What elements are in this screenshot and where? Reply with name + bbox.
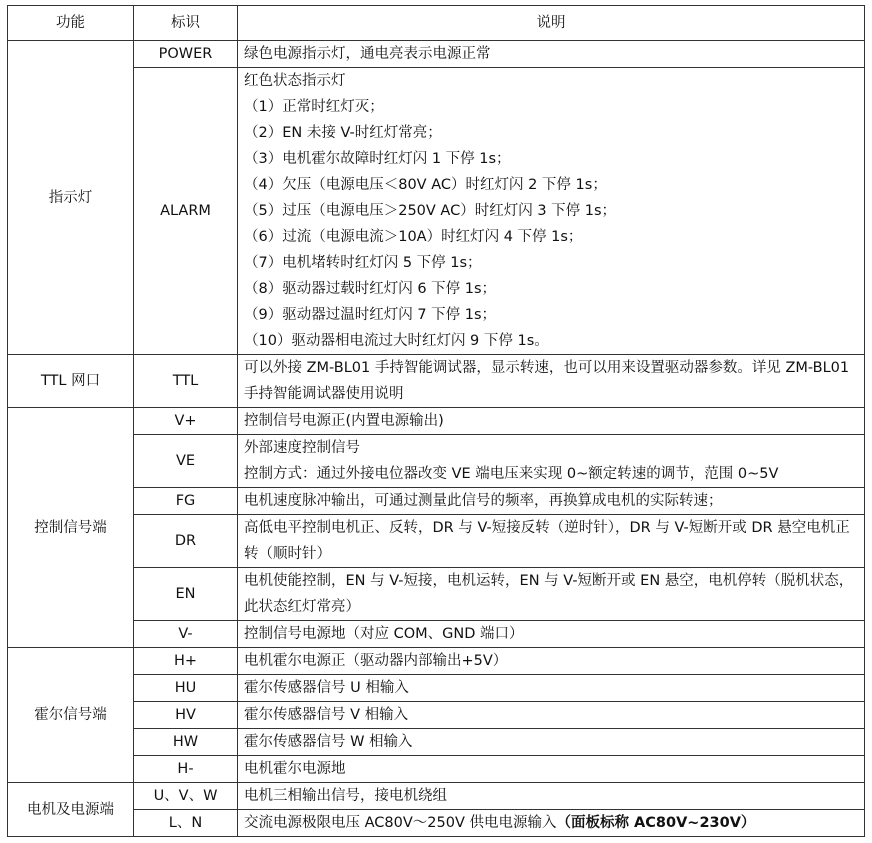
desc-vminus: 控制信号电源地（对应 COM、GND 端口） [238, 621, 865, 648]
table-row [8, 68, 865, 355]
id-hminus: H- [134, 756, 238, 783]
id-alarm: ALARM [134, 68, 238, 355]
id-ve: VE [134, 435, 238, 488]
alarm-line: （9）驱动器过温时红灯闪 7 下停 1s； [244, 307, 497, 323]
table-row [8, 675, 865, 702]
group-indicator: 指示灯 [8, 41, 134, 355]
desc-hplus: 电机霍尔电源正（驱动器内部输出+5V） [238, 648, 865, 675]
id-hv: HV [134, 702, 238, 729]
id-uvw: U、V、W [134, 783, 238, 810]
id-power-led: POWER [134, 41, 238, 68]
alarm-line: （10）驱动器相电流过大时红灯闪 9 下停 1s。 [244, 333, 549, 349]
table-row [8, 435, 865, 488]
desc-hu: 霍尔传感器信号 U 相输入 [238, 675, 865, 702]
table-row [8, 702, 865, 729]
table-row [8, 810, 865, 837]
table-row [8, 515, 865, 568]
group-power: 电机及电源端 [8, 783, 134, 837]
alarm-line: 红色状态指示灯 [244, 73, 346, 89]
desc-vplus: 控制信号电源正(内置电源输出) [238, 408, 865, 435]
table-row [8, 783, 865, 810]
alarm-line: （1）正常时红灯灭； [244, 99, 384, 115]
header-function: 功能 [8, 6, 134, 41]
desc-hminus: 电机霍尔电源地 [238, 756, 865, 783]
alarm-line: （5）过压（电源电压＞250V AC）时红灯闪 3 下停 1s； [244, 203, 617, 219]
id-vminus: V- [134, 621, 238, 648]
desc-ttl: 可以外接 ZM-BL01 手持智能调试器，显示转速，也可以用来设置驱动器参数。详见 ZM-BL01 手持智能调试器使用说明 [238, 355, 865, 408]
table-row [8, 729, 865, 756]
desc-ve [238, 435, 865, 488]
id-en: EN [134, 568, 238, 621]
table-row [8, 41, 865, 68]
id-vplus: V+ [134, 408, 238, 435]
desc-uvw: 电机三相输出信号，接电机绕组 [238, 783, 865, 810]
table-row [8, 355, 865, 408]
table-row [8, 756, 865, 783]
desc-en: 电机使能控制，EN 与 V-短接，电机运转，EN 与 V-短断开或 EN 悬空，电机停转（脱机状态，此状态红灯常亮） [238, 568, 865, 621]
header-description: 说明 [238, 6, 865, 41]
id-fg: FG [134, 488, 238, 515]
header-id: 标识 [134, 6, 238, 41]
alarm-line: （4）欠压（电源电压＜80V AC）时红灯闪 2 下停 1s； [244, 177, 607, 193]
table-row [8, 568, 865, 621]
alarm-line: （6）过流（电源电流＞10A）时红灯闪 4 下停 1s； [244, 229, 583, 245]
table-row [8, 408, 865, 435]
group-hall: 霍尔信号端 [8, 648, 134, 783]
desc-power-led: 绿色电源指示灯，通电亮表示电源正常 [238, 41, 865, 68]
desc-ln [238, 810, 865, 837]
table-row [8, 621, 865, 648]
ln-panel-note: （面板标称 AC80V~230V） [556, 815, 756, 831]
alarm-line: （2）EN 未接 V-时红灯常亮； [244, 125, 442, 141]
spec-table [7, 5, 865, 837]
id-ttl: TTL [134, 355, 238, 408]
table-row [8, 648, 865, 675]
alarm-line: （8）驱动器过载时红灯闪 6 下停 1s； [244, 281, 497, 297]
ve-line: 控制方式：通过外接电位器改变 VE 端电压来实现 0~额定转速的调节，范围 0~5V [244, 466, 779, 482]
id-hu: HU [134, 675, 238, 702]
id-ln: L、N [134, 810, 238, 837]
desc-hv: 霍尔传感器信号 V 相输入 [238, 702, 865, 729]
id-dr: DR [134, 515, 238, 568]
id-hw: HW [134, 729, 238, 756]
group-control: 控制信号端 [8, 408, 134, 648]
group-ttl: TTL 网口 [8, 355, 134, 408]
desc-fg: 电机速度脉冲输出，可通过测量此信号的频率，再换算成电机的实际转速； [238, 488, 865, 515]
desc-dr: 高低电平控制电机正、反转，DR 与 V-短接反转（逆时针），DR 与 V-短断开或 DR 悬空电机正转（顺时针） [238, 515, 865, 568]
id-hplus: H+ [134, 648, 238, 675]
alarm-line: （7）电机堵转时红灯闪 5 下停 1s； [244, 255, 482, 271]
table-header-row [8, 6, 865, 41]
desc-hw: 霍尔传感器信号 W 相输入 [238, 729, 865, 756]
ln-text: 交流电源极限电压 AC80V～250V 供电电源输入 [244, 815, 557, 831]
desc-alarm [238, 68, 865, 355]
alarm-line: （3）电机霍尔故障时红灯闪 1 下停 1s； [244, 151, 511, 167]
table-row [8, 488, 865, 515]
ve-line: 外部速度控制信号 [244, 440, 360, 456]
